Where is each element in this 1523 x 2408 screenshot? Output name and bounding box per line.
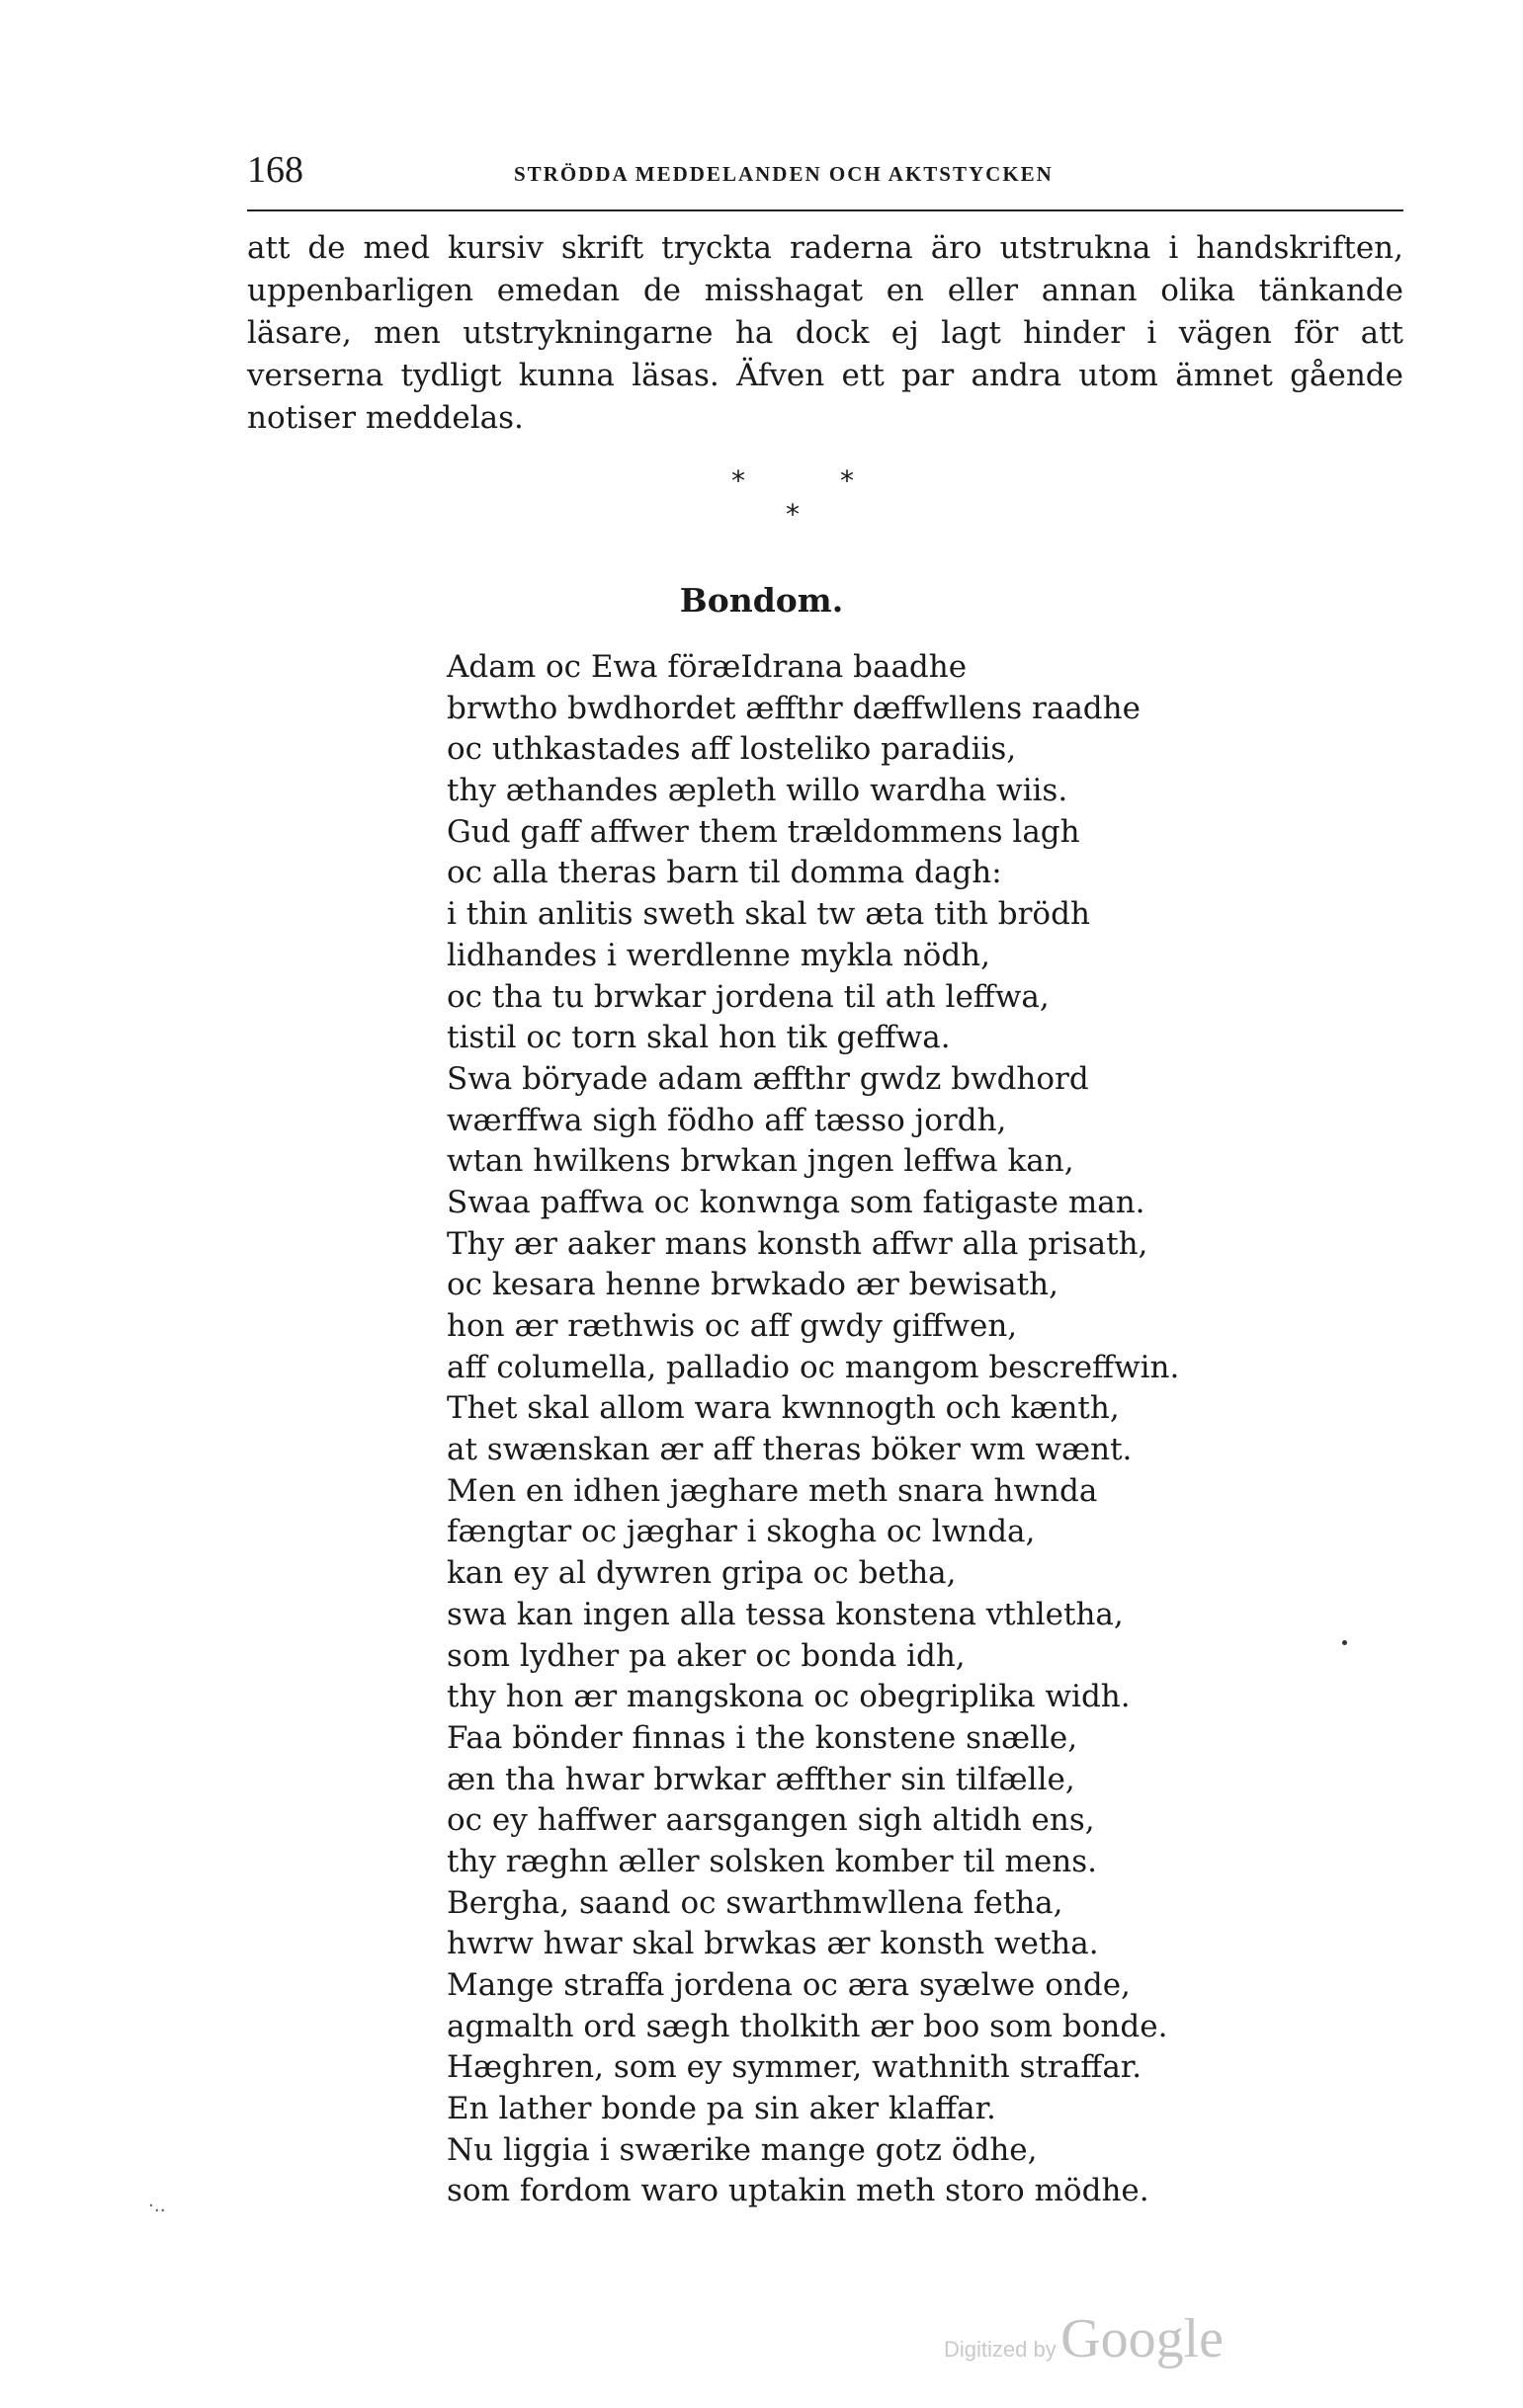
digitized-watermark — [944, 2307, 1225, 2369]
poem-body — [447, 647, 1396, 2212]
poem-line: fængtar oc jæghar i skogha oc lwnda, — [447, 1514, 1036, 1550]
poem-line: som fordom waro uptakin meth storo mödhe. — [447, 2173, 1149, 2209]
poem-line: hon ær ræthwis oc aff gwdy giffwen, — [447, 1308, 1018, 1344]
poem-line: Thy ær aaker mans konsth affwr alla prisath, — [447, 1225, 1148, 1262]
poem-line: lidhandes i werdlenne mykla nödh, — [447, 937, 990, 973]
asterism-star: * — [786, 498, 800, 531]
poem-line: kan ey al dywren gripa oc betha, — [447, 1555, 957, 1592]
poem-line: Gud gaff affwer them trældommens lagh — [447, 813, 1080, 850]
poem-line: Mange straffa jordena oc æra syælwe onde, — [447, 1967, 1131, 2003]
poem-line: Faa bönder finnas i the konstene snælle, — [447, 1719, 1078, 1756]
poem-line: En lather bonde pa sin aker klaffar. — [447, 2091, 996, 2127]
poem-line: Nu liggia i swærike mange gotz ödhe, — [447, 2131, 1038, 2168]
page-header — [247, 148, 1403, 198]
header-rule — [247, 209, 1403, 211]
poem-line: thy æthandes æpleth willo wardha wiis. — [447, 773, 1068, 809]
poem-line: aff columella, palladio oc mangom bescreffwin. — [447, 1349, 1180, 1385]
poem-title: Bondom. — [679, 581, 844, 620]
poem-line: Men en idhen jæghare meth snara hwnda — [447, 1472, 1098, 1509]
asterism-star: * — [731, 464, 745, 497]
poem-line: agmalth ord sægh tholkith ær boo som bonde. — [447, 2008, 1168, 2044]
poem-line: oc uthkastades aff losteliko paradiis, — [447, 731, 1017, 768]
poem-line: oc alla theras barn til domma dagh: — [447, 855, 1002, 891]
poem-line: Hæghren, som ey symmer, wathnith straffar. — [447, 2049, 1142, 2086]
poem-line: oc ey haffwer aarsgangen sigh altidh ens, — [447, 1802, 1095, 1839]
poem-line: i thin anlitis sweth skal tw æta tith brödh — [447, 896, 1090, 933]
poem-line: Adam oc Ewa föræIdrana baadhe — [447, 649, 968, 685]
poem-line: wærffwa sigh födho aff tæsso jordh, — [447, 1102, 1007, 1138]
poem-line: swa kan ingen alla tessa konstena vthletha, — [447, 1596, 1124, 1632]
poem-line: hwrw hwar skal brwkas ær konsth wetha. — [447, 1926, 1099, 1962]
watermark-prefix: Digitized by — [944, 2337, 1057, 2362]
poem-line: oc kesara henne brwkado ær bewisath, — [447, 1267, 1058, 1303]
poem-line: Swaa paffwa oc konwnga som fatigaste man. — [447, 1184, 1145, 1220]
poem-line: som lydher pa aker oc bonda idh, — [447, 1637, 966, 1674]
poem-line: Swa böryade adam æffthr gwdz bwdhord — [447, 1060, 1089, 1097]
poem-line: wtan hwilkens brwkan jngen leffwa kan, — [447, 1143, 1074, 1180]
poem-line: tistil oc torn skal hon tik geffwa. — [447, 1020, 951, 1056]
page-number: 168 — [247, 149, 303, 191]
intro-paragraph — [247, 227, 1403, 440]
watermark-logo: Google — [1060, 2308, 1225, 2369]
poem-line: thy ræghn æller solsken komber til mens. — [447, 1843, 1098, 1879]
stray-dot — [1342, 1640, 1347, 1645]
asterism — [692, 464, 909, 534]
poem-line: Bergha, saand oc swarthmwllena fetha, — [447, 1884, 1063, 1921]
poem-line: æn tha hwar brwkar æffther sin tilfælle, — [447, 1761, 1075, 1797]
asterism-star: * — [840, 464, 854, 497]
poem-line: oc tha tu brwkar jordena til ath leffwa, — [447, 978, 1050, 1015]
stray-mark: ·‥ — [148, 2196, 166, 2216]
poem-line: at swænskan ær aff theras böker wm wænt. — [447, 1432, 1133, 1468]
poem-line: Thet skal allom wara kwnnogth och kænth, — [447, 1390, 1120, 1427]
poem-line: thy hon ær mangskona oc obegriplika widh. — [447, 1679, 1131, 1715]
poem-line: brwtho bwdhordet æffthr dæffwllens raadhe — [447, 690, 1141, 726]
running-head: STRÖDDA MEDDELANDEN OCH AKTSTYCKEN — [514, 162, 1054, 186]
intro-text: att de med kursiv skrift tryckta raderna äro utstrukna i handskriften, uppenbarligen emedan de misshagat en eller annan olika tänkande läsare, men utstrykningarne ha dock ej lagt hinder i vägen för att verserna tydligt kunna läsas. Äfven ett par andra utom ämnet gående notiser meddelas. — [247, 230, 1403, 436]
